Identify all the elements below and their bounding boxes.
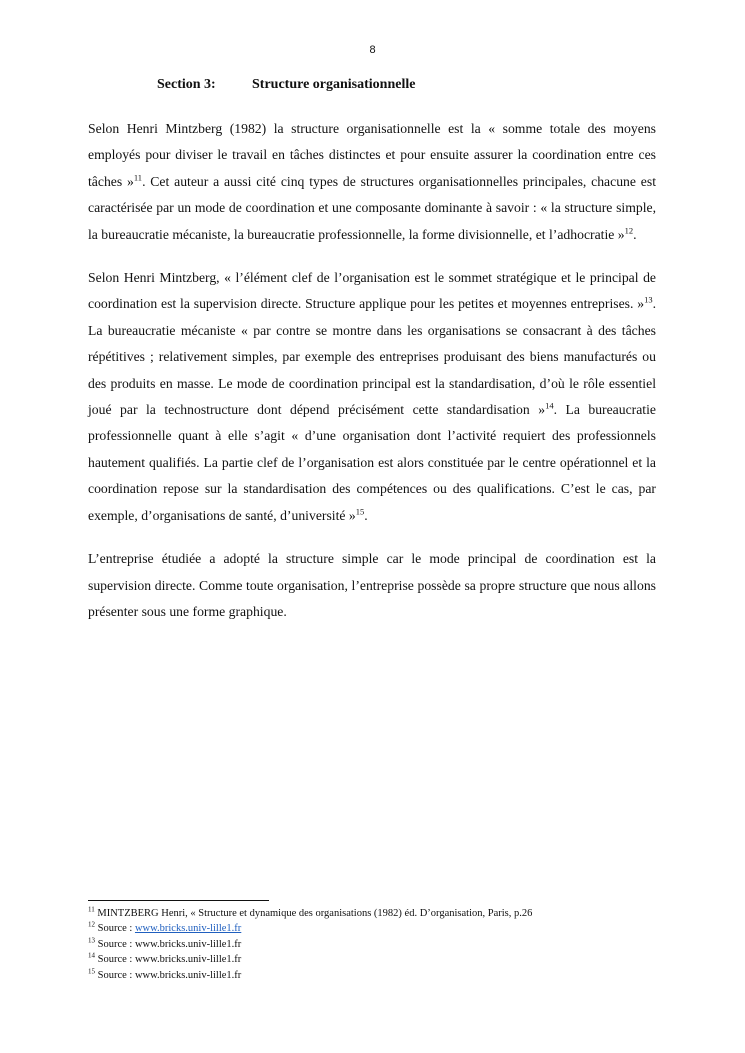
paragraph-text: L’entreprise étudiée a adopté la structure simple car le mode principal de coordination est la supervision directe. Comme toute organisation, l’entreprise possède sa propre structure que nous allons présenter sous une forme graphique. [88, 551, 656, 619]
footnote-number: 11 [88, 905, 95, 914]
paragraph-3 [88, 546, 656, 625]
footnote-number: 14 [88, 951, 95, 960]
paragraph-text: . [633, 226, 637, 242]
footnote-12 [88, 921, 688, 936]
section-title: Structure organisationnelle [252, 77, 416, 92]
footnote-15 [88, 968, 688, 983]
paragraph-text: Selon Henri Mintzberg, « l’élément clef de l’organisation est le sommet stratégique et le principal de coordination est la supervision directe. Structure applique pour les petites et moyennes entreprises. » [88, 270, 656, 312]
source-link[interactable]: www.bricks.univ-lille1.fr [134, 923, 242, 935]
footnote-text: MINTZBERG Henri, « Structure et dynamique des organisations (1982) éd. D’organisation, Paris, p.26 [97, 908, 533, 919]
body-text [88, 116, 656, 642]
footnote-number: 12 [88, 920, 95, 929]
paragraph-text: . La bureaucratie mécaniste « par contre se montre dans les organisations se consacrant à des tâches répétitives ; relativement simples, par exemple des entreprises produisant des biens manufacturés ou des produits en masse. Le mode de coordination principal est la standardisation, d’où le rôle essentiel joué par la technostructure dont dépend précisément cette standardisation » [88, 296, 656, 418]
paragraph-text: Selon Henri Mintzberg (1982) la structure organisationnelle est la « somme totale des moyens employés pour diviser le travail en tâches distinctes et pour ensuite assurer la coordination entre ces tâches » [88, 121, 656, 189]
paragraph-text: . Cet auteur a aussi cité cinq types de structures organisationnelles principales, chacune est caractérisée par un mode de coordination et une composante dominante à savoir : « la structure simple, la bureaucratie mécaniste, la bureaucratie professionnelle, la forme divisionnelle, et l’adhocratie » [88, 173, 656, 242]
page-number: 8 [369, 44, 376, 56]
footnote-ref[interactable]: 11 [133, 172, 143, 183]
paragraph-1 [88, 116, 656, 248]
paragraph-text: . [364, 507, 368, 523]
footnote-number: 13 [88, 936, 95, 945]
paragraph-text: . La bureaucratie professionnelle quant à elle s’agit « d’une organisation dont l’activité requiert des professionnels hautement qualifiés. La partie clef de l’organisation est alors constituée par le centre opérationnel et la coordination repose sur la standardisation des compétences ou des qualifications. C’est le cas, par exemple, d’organisations de santé, d’université » [88, 402, 656, 523]
footnote-text: Source : www.bricks.univ-lille1.fr [97, 969, 242, 981]
footnote-13 [88, 937, 688, 952]
footnote-11 [88, 906, 688, 921]
footnote-ref[interactable]: 13 [644, 294, 653, 305]
footnote-ref[interactable]: 15 [355, 506, 365, 517]
footnote-number: 15 [88, 967, 95, 976]
paragraph-2 [88, 265, 656, 529]
footnote-separator [88, 900, 269, 901]
footnote-text: Source : www.bricks.univ-lille1.fr [97, 938, 242, 950]
footnote-ref[interactable]: 14 [545, 400, 554, 411]
footnote-text: Source : [97, 923, 135, 935]
section-heading [157, 77, 415, 93]
footnotes [88, 906, 688, 983]
footnote-14 [88, 952, 688, 967]
section-number: Section 3: [157, 77, 216, 92]
footnote-ref[interactable]: 12 [624, 225, 634, 236]
footnote-text: Source : www.bricks.univ-lille1.fr [97, 954, 242, 966]
